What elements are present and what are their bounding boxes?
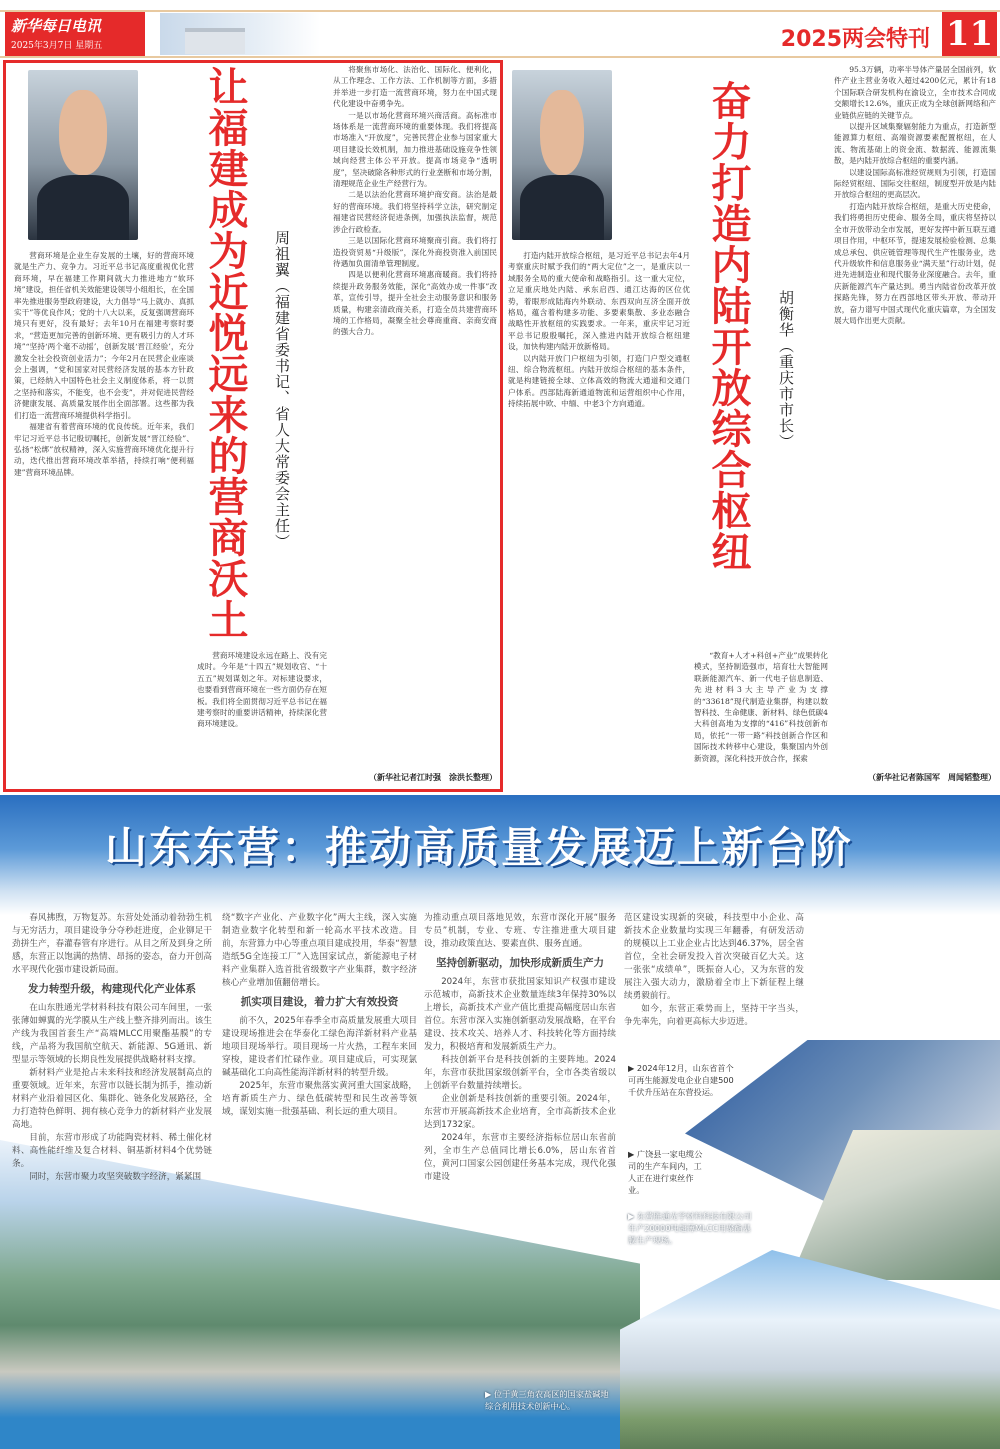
article-column: “教育+人才+科创+产业”成果转化模式，坚持制造强市，培育壮大智能网联新能源汽车、新一代电子信息制造、先进材料3大主导产业为支撑的“33618”现代制造业集群，构建以数智科技、生命健康、新材料、绿色低碳4大科创高地为支撑的“416”科技创新布局，依托“一带一路”科技创新合作区和国际技术转移中心建设，集聚国内外创新资源，深化科技开放合作，探索 [694,651,828,763]
portrait-photo [28,70,138,240]
feature-column: 春风拂煦，万物复苏。东营处处涌动着勃勃生机与无穷活力，项目建设争分夺秒赶进度，企业铆足干劲拼生产，春灌春管有序进行。从目之所及到身之所感，东营正以饱满的热情、昂扬的姿态，奋力开创高水平现代化强市建设新局面。 发力转型升级，构建现代化产业体系 在山东胜通光学材料科技有限公司车间里，一张张薄如蝉翼的光学膜从生产线上整齐排列而出。该生产线为我国首套生产“高端MLCC用聚酯基膜”的专线，产品将为我国航空航天、新能源、5G通讯、新型显示等领域的长期良性发展提供战略材料支撑。 新材料产业是抢占未来科技和经济发展制高点的重要领域。近年来，东营市以链长制为抓手，推动新材料产业沿着园区化、集群化、链条化发展路径，全力打造特色鲜明、拥有核心竞争力的新材料产业发展高地。 目前，东营市形成了功能陶瓷材料、稀土催化材料、高性能纤维及复合材料、铜基新材料4个优势链条。 同时，东营市聚力攻坚突破数字经济，紧紧围 [12,913,212,1182]
article-column: 营商环境建设永远在路上、没有完成时。今年是“十四五”规划收官、“十五五”规划谋划之年。对标建设要求，也要看到营商环境在一些方面仍存在短板。我们将全面贯彻习近平总书记在福建考察时的重要讲话精神，持续深化营商环境建设。 [197,651,327,729]
page-number: 11 [942,12,997,56]
article-column: 营商环境是企业生存发展的土壤，好的营商环境就是生产力、竞争力。习近平总书记高度重视优化营商环境，早在福建工作期间就大力推进地方“软环境”建设，担任省机关效能建设领导小组组长，在全国率先推进服务型政府建设，大力倡导“马上就办、真抓实干”等优良作风；党的十八大以来，反复强调营商环境只有更好，没有最好；去年10月在福建考察时要求，“营造更加完善的创新环境、更有吸引力的人才环境”“坚持‘两个毫不动摇’，创新发展‘晋江经验’，充分激发全社会投资创业活力”；今年2月在民营企业座谈会上强调，“党和国家对民营经济发展的基本方针政策，已经纳入中国特色社会主义制度体系，将一以贯之坚持和落实，不能变，也不会变”，并对促进民营经济健康发展、高质量发展作出全面部署。这些都为我们打造一流营商环境提供科学指引。 福建省有着营商环境的优良传统。近年来，我们牢记习近平总书记殷切嘱托，创新发展“晋江经验”、弘扬“松绑”放权精神，深入实施营商环境优化提升行动，迭代推出营商环境改革举措，持续打响“便利福建”营商环境品牌。 [14,251,194,477]
special-edition-label: 2025两会特刊 [780,27,930,52]
photo-caption: ▶ 2024年12月，山东省首个可再生能源发电企业自建500千伏升压站在东营投运。 [628,1063,734,1097]
section-heading: 发力转型升级，构建现代化产业体系 [28,983,196,995]
article-column: 将聚焦市场化、法治化、国际化、便利化，从工作理念、工作方法、工作机制等方面，多措并举进一步打造一流营商环境，努力在中国式现代化建设中奋勇争先。 一是以市场化营商环境兴商活商。高标准市场体系是一流营商环境的重要体现。我们将提高市场准入“开放度”，完善民营企业参与国家重大项目建设长效机制，加力推进基础设施竞争性领域向经营主体公平开放。提高市场竞争“透明度”，坚决破除各种形式的行业垄断和市场分割，清理规范企业生产经营行为。 二是以法治化营商环境护商安商。法治是最好的营商环境。我们将坚持科学立法，研究制定福建省民营经济促进条例，加强执法监督，规范涉企行政检查。 三是以国际化营商环境聚商引商。我们将打造投资贸易“升级版”，深化外商投资准入前国民待遇加负面清单管理制度。 四是以便利化营商环境惠商暖商。我们将持续提升政务服务效能，深化“高效办成一件事”改革，宣传引导，提升全社会主动服务意识和服务质量，构建亲清政商关系，打造全员共建营商环境的工作格局，凝聚全社会尊商重商、亲商安商的强大合力。 [333,65,497,337]
feature-title: 山东东营：推动高质量发展迈上新台阶 [105,823,854,872]
portrait-photo [512,70,612,240]
article-column: 打造内陆开放综合枢纽，是习近平总书记去年4月考察重庆时赋予我们的“两大定位”之一，是重庆以一域服务全局的重大使命和战略指引。这一重大定位，立足重庆地处内陆、承东启西、通江达海的区位优势，着眼形成陆海内外联动、东西双向互济全面开放格局，蕴含着构建多功能、多要素集散、多业态融合战略性开放枢纽的实践要求。一年来，重庆牢记习近平总书记殷殷嘱托，深入推进内陆开放综合枢纽建设，加快构建内陆开放新格局。 以内陆开放门户枢纽为引领，打造门户型交通枢纽、综合物流枢纽。内陆开放综合枢纽的基本条件，就是构建链接全球、立体高效的物流大通道和交通门户体系。西部陆海新通道物流和运营组织中心作用，持续拓展中欧、中缅、中老3个方向通道。 [508,251,690,409]
great-hall-image [185,28,245,54]
article-column: 95.3万辆，功率半导体产量居全国前列，软件产业主营业务收入超过4200亿元，累计有18个国际联合研发机构在渝设立，全市技术合同成交额增长12.6%，重庆正成为全球创新网络和产业链供应链的关键节点。 以提升区域集聚辐射能力为重点，打造新型能源算力枢纽、高端资源要素配置枢纽，在人流、物流基础上的资金流、数据流、能源流集散，是内陆开放综合枢纽的重要内涵。 以建设国际高标准经贸规则为引领，打造国际经贸枢纽、国际交往枢纽，制度型开放是内陆开放综合枢纽的更高层次。 打造内陆开放综合枢纽，是重大历史使命，我们将勇担历史使命、服务全局，重庆将坚持以全市开放带动全市发展，更好发挥中新互联互通项目作用，中枢环节，提速发展检验检测、总集成总承包、供应链管理等现代生产性服务业，迭代升级软件和信息服务业“满天星”行动计划，促进先进制造业和现代服务业深度融合。去年，重庆新能源汽车产量达到。勇当内陆省份改革开放探路先锋，努力在西部地区带头开放、带动开放，奋力谱写中国式现代化重庆篇章，为全国发展大局作出更大贡献。 [834,65,996,325]
section-heading: 抓实项目建设，着力扩大有效投资 [240,996,399,1008]
article-byline: 胡衡华（重庆市市长） [777,290,795,450]
feature-column: 为推动重点项目落地见效，东营市深化开展“服务专员”机制，专业、专班、专注推进重大项目建设，推动政策直达、要素直供、服务直通。 坚持创新驱动，加快形成新质生产力 2024年，东营市获批国家知识产权强市建设示范城市，高新技术企业数量连续3年保持30%以上增长，高新技术产业产值比重提高幅度居山东省首位。东营市深入实施创新驱动发展战略，在平台建设、技术攻关、培养人才、科技转化等方面持续发力，积极培育和发展新质生产力。 科技创新平台是科技创新的主要阵地。2024年，东营市获批国家级创新平台，全市各类省级以上创新平台数量持续增长。 企业创新是科技创新的重要引领。2024年，东营市开展高新技术企业培育，全市高新技术企业达到1732家。 2024年，东营市主要经济指标位居山东省前列，全市生产总值同比增长6.0%，居山东省首位，黄河口国家公园创建任务基本完成，现代化强市建设 [424,913,616,1182]
photo-caption: ▶ 东营胜通光学材料科技有限公司年产20000吨超薄MLCC用聚酯基膜生产现场。 [628,1211,752,1245]
feature-column: 范区建设实现新的突破，科技型中小企业、高新技术企业数量均实现三年翻番，有研发活动的规模以上工业企业占比达到46.37%，居全省首位，全社会研发投入首次突破百亿大关。这一张张“成绩单”，既振奋人心，又为东营的发展注入强大动力，激励着全市上下新征程上继续勇毅前行。 如今，东营正乘势而上，坚持干字当头，争先率先，向着更高标大步迈进。 [624,913,804,1027]
photo-caption: ▶ 广饶县一家电缆公司的生产车间内，工人正在进行束丝作业。 [628,1149,703,1195]
issue-date: 2025年3月7日 星期五 [11,41,103,51]
section-heading: 坚持创新驱动，加快形成新质生产力 [436,957,604,969]
article-credit: （新华社记者陈国军 周闻韬整理） [868,773,996,782]
article-title: 让福建成为近悦远来的营商沃土 [202,66,249,640]
feature-column: 绕“数字产业化、产业数字化”两大主线，深入实施制造业数字化转型和新一轮高水平技术改造。目前，东营算力中心等重点项目建成投用，华泰“智慧造纸5G全连接工厂”入选国家试点，新能源电子材料产业集群入选首批省级数字产业集群，数字经济核心产业增加值翻倍增长。 抓实项目建设，着力扩大有效投资 前不久，2025年春季全市高质量发展重大项目建设现场推进会在华泰化工绿色海洋新材料产业基地项目现场举行。项目现场一片火热，工程车来回穿梭，建设者们忙碌作业。项目建成后，可实现氯碱基础化工向高性能海洋新材料的转型升级。 2025年，东营市聚焦落实黄河重大国家战略，培育新质生产力、绿色低碳转型和民生改善等领域，谋划实施一批强基础、利长远的重大项目。 [222,913,417,1117]
article-credit: （新华社记者江时强 涂洪长整理） [369,773,497,782]
article-title: 奋力打造内陆开放综合枢纽 [705,80,752,572]
article-byline: 周祖翼（福建省委书记、省人大常委会主任） [273,230,291,550]
paper-name: 新华每日电讯 [11,17,102,35]
photo-caption: ▶ 位于黄三角农高区的国家盐碱地综合利用技术创新中心。 [485,1389,609,1411]
masthead-logo [5,12,145,56]
